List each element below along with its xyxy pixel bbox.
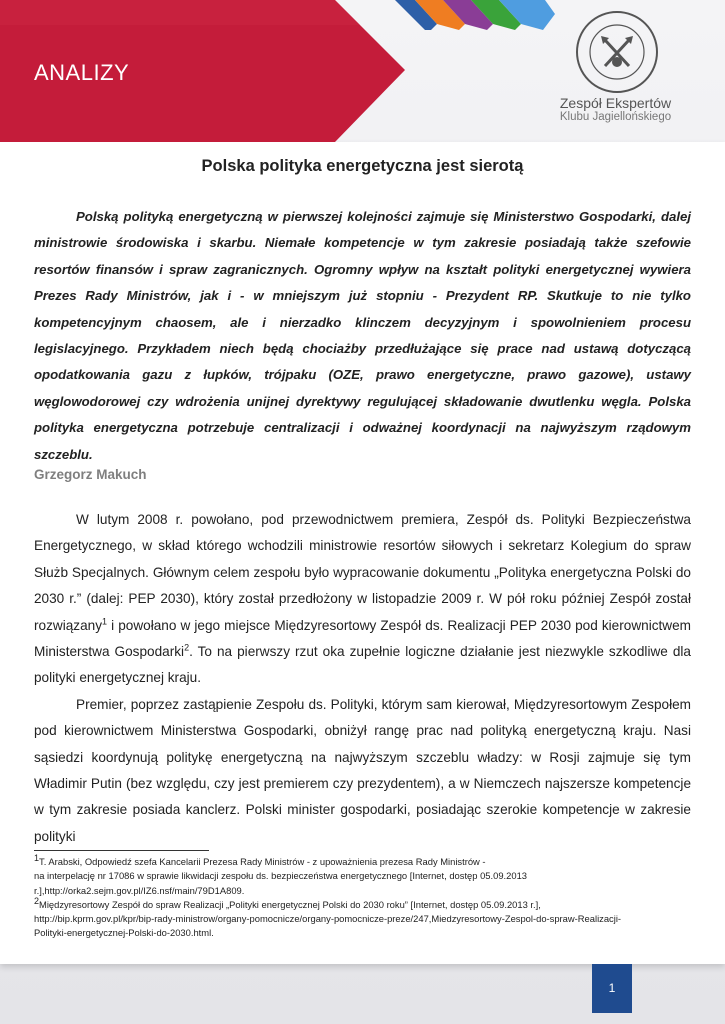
footnote-text: T. Arabski, Odpowiedź szefa Kancelarii Prezesa Rady Ministrów - z upoważnienia prezesa Rady Ministrów -	[39, 856, 486, 867]
footnote-link[interactable]: r.],http://orka2.sejm.gov.pl/IZ6.nsf/main/79D1A809.	[34, 884, 245, 896]
body-text: W lutym 2008 r. powołano, pod przewodnictwem premiera, Zespół ds. Polityki Bezpieczeństwa Energetycznego, w skład którego wchodzili ministrowie resortów siłowych i sekretarz Kolegium do spraw Służb Specjalnych. Głównym celem zespołu było wypracowanie dokumentu „Polityka energetyczna Polski do 2030 r.” (dalej: PEP 2030), który został przedłożony w listopadzie 2009 r. W pół roku później Zespół został rozwiązany	[34, 512, 691, 633]
footnote	[34, 895, 694, 912]
article-author: Grzegorz Makuch	[34, 467, 147, 482]
footnotes	[34, 852, 694, 941]
logo-team-text: Zespół Ekspertów	[559, 95, 672, 111]
footnote-link[interactable]: http://bip.kprm.gov.pl/kpr/bip-rady-ministrow/organy-pomocnicze/organy-pomocnicze-preze/247,Miedzyresortowy-Zespol-do-spraw-Realizacji-	[34, 913, 622, 925]
footnote-link[interactable]: Polityki-energetycznej-Polski-do-2030.html.	[34, 927, 214, 939]
footnote-line: na interpelację nr 17086 w sprawie likwidacji zespołu ds. bezpieczeństwa energetycznego [Internet, dostęp 05.09.2013	[34, 870, 528, 882]
footnote	[34, 852, 694, 869]
body-text: . To na pierwszy rzut oka zupełnie logiczne działanie jest niezwykle szkodliwe dla polityki energetycznej kraju.	[34, 644, 691, 686]
article-body	[34, 507, 691, 850]
footnote-number: 1	[34, 852, 40, 863]
footnote-divider	[34, 850, 209, 851]
footnote-ref[interactable]: 2	[184, 642, 190, 653]
section-label: ANALIZY	[34, 60, 130, 85]
body-text: i powołano w jego miejsce Międzyresortowy Zespół ds. Realizacji PEP 2030 pod kierownictwem Ministerstwa Gospodarki	[34, 617, 691, 660]
body-paragraph	[34, 507, 691, 692]
footnote-text: Międzyresortowy Zespół do spraw Realizacji „Polityki energetycznej Polski do 2030 roku” [Internet, dostęp 05.09.2013 r.],	[39, 898, 541, 910]
article-title: Polska polityka energetyczna jest sierotą	[201, 157, 524, 175]
footnote-number: 2	[34, 895, 40, 906]
article-lead: Polską polityką energetyczną w pierwszej kolejności zajmuje się Ministerstwo Gospodarki, dalej ministrowie środowiska i skarbu. Niemałe kompetencje w tym zakresie posiadają także szefowie resortów finansów i spraw zagranicznych. Ogromny wpływ na kształt polityki energetycznej wywiera Prezes Rady Ministrów, jak i - w mniejszym już stopniu - Prezydent RP. Skutkuje to nie tylko kompetencyjnym chaosem, ale i nierzadko klinczem decyzyjnym i spowolnieniem procesu legislacyjnego. Przykładem niech będą chociażby przedłużające się prace nad ustawą dotyczącą opodatkowania gazu z łupków, trójpaku (OZE, prawo energetyczne, prawo gazowe), ustawy węglowodorowej czy wdrożenia unijnej dyrektywy regulującej składowanie dwutlenku węgla. Polska polityka energetyczna potrzebuje centralizacji i odważnej koordynacji na najwyższym rządowym szczeblu.	[34, 209, 691, 462]
klub-jagiellonski-logo	[575, 10, 659, 94]
logo-club-text: Klubu Jagiellońskiego	[559, 111, 672, 123]
color-tabs	[395, 0, 560, 30]
footnote-ref[interactable]: 1	[102, 616, 108, 627]
page-number: 1	[592, 964, 632, 1013]
body-paragraph: Premier, poprzez zastąpienie Zespołu ds. Polityki, którym sam kierował, Międzyresortowym Zespołem pod kierownictwem Ministerstwa Gospodarki, obniżył rangę prac nad polityką energetyczną kraju. Nasi sąsiedzi koordynują politykę energetyczną na najwyższym szczeblu władzy: w Rosji zajmuje się tym Władimir Putin (bez względu, czy jest premierem czy prezydentem), a w Niemczech najszersze kompetencje w tym zakresie posiada kanclerz. Polski minister gospodarki, posiadając szerokie kompetencje w zakresie polityki	[34, 696, 691, 844]
